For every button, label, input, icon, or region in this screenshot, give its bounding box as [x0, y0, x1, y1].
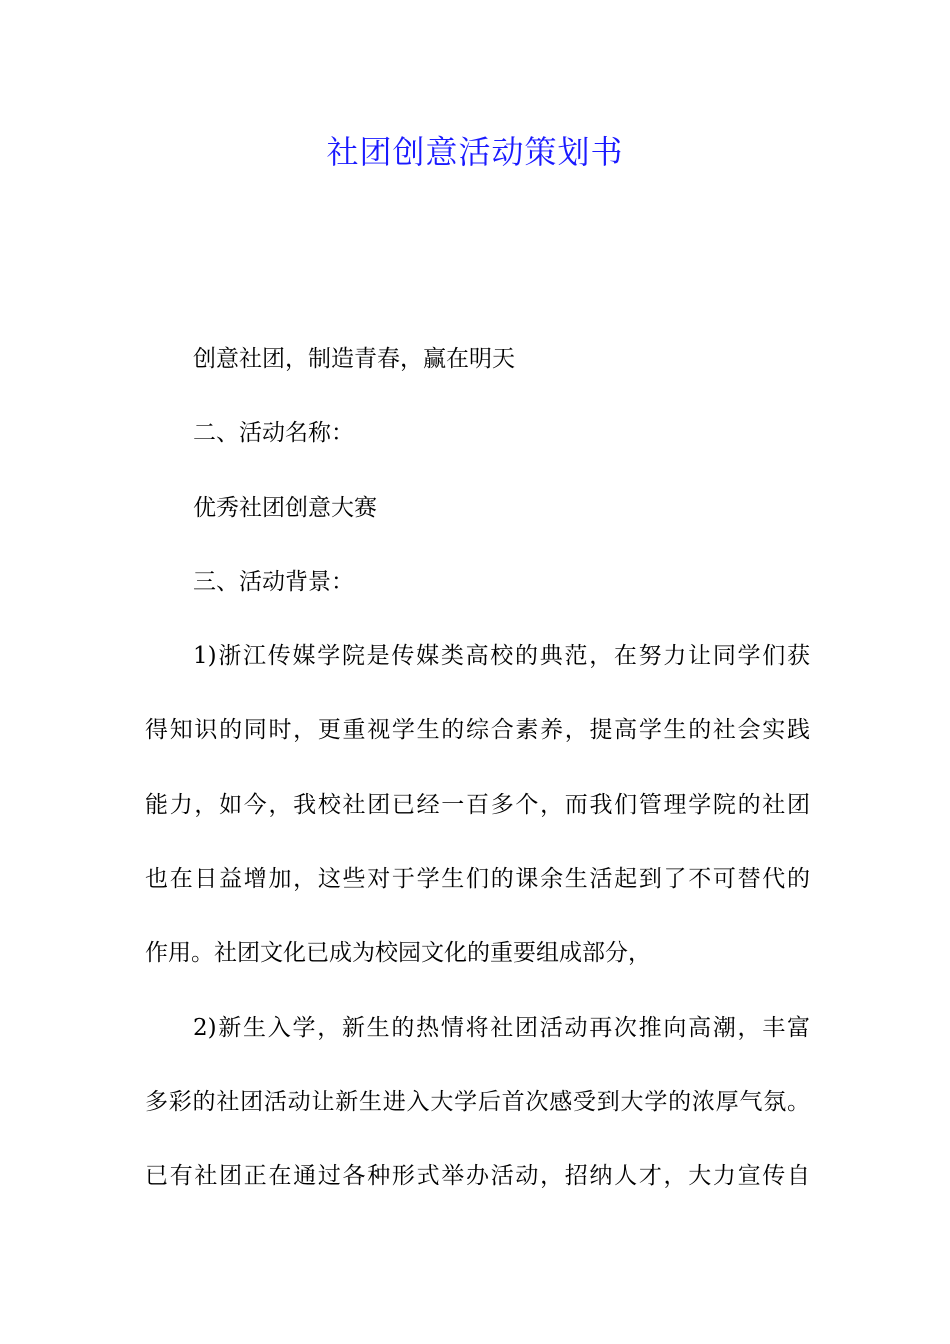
- document-title: 社团创意活动策划书: [326, 133, 624, 171]
- paragraph-line: 得知识的同时，更重视学生的综合素养，提高学生的社会实践: [145, 717, 810, 744]
- paragraph-line: 作用。社团文化已成为校园文化的重要组成部分，: [145, 940, 651, 967]
- paragraph-line: 也在日益增加，这些对于学生们的课余生活起到了不可替代的: [145, 866, 810, 893]
- document-body: [145, 337, 810, 1229]
- paragraph-line: 优秀社团创意大赛: [193, 494, 377, 521]
- paragraph-line: 能力，如今，我校社团已经一百多个，而我们管理学院的社团: [145, 791, 810, 818]
- paragraph-line: 2)新生入学，新生的热情将社团活动再次推向高潮，丰富: [193, 1014, 810, 1041]
- section-heading: 二、活动名称：: [193, 420, 354, 447]
- section-heading: 三、活动背景：: [193, 568, 354, 595]
- paragraph-line: 多彩的社团活动让新生进入大学后首次感受到大学的浓厚气氛。: [145, 1088, 810, 1115]
- paragraph-line: 已有社团正在通过各种形式举办活动，招纳人才，大力宣传自: [145, 1163, 810, 1190]
- paragraph-line: 1)浙江传媒学院是传媒类高校的典范，在努力让同学们获: [193, 643, 810, 670]
- paragraph-line: 创意社团，制造青春，赢在明天: [193, 346, 515, 372]
